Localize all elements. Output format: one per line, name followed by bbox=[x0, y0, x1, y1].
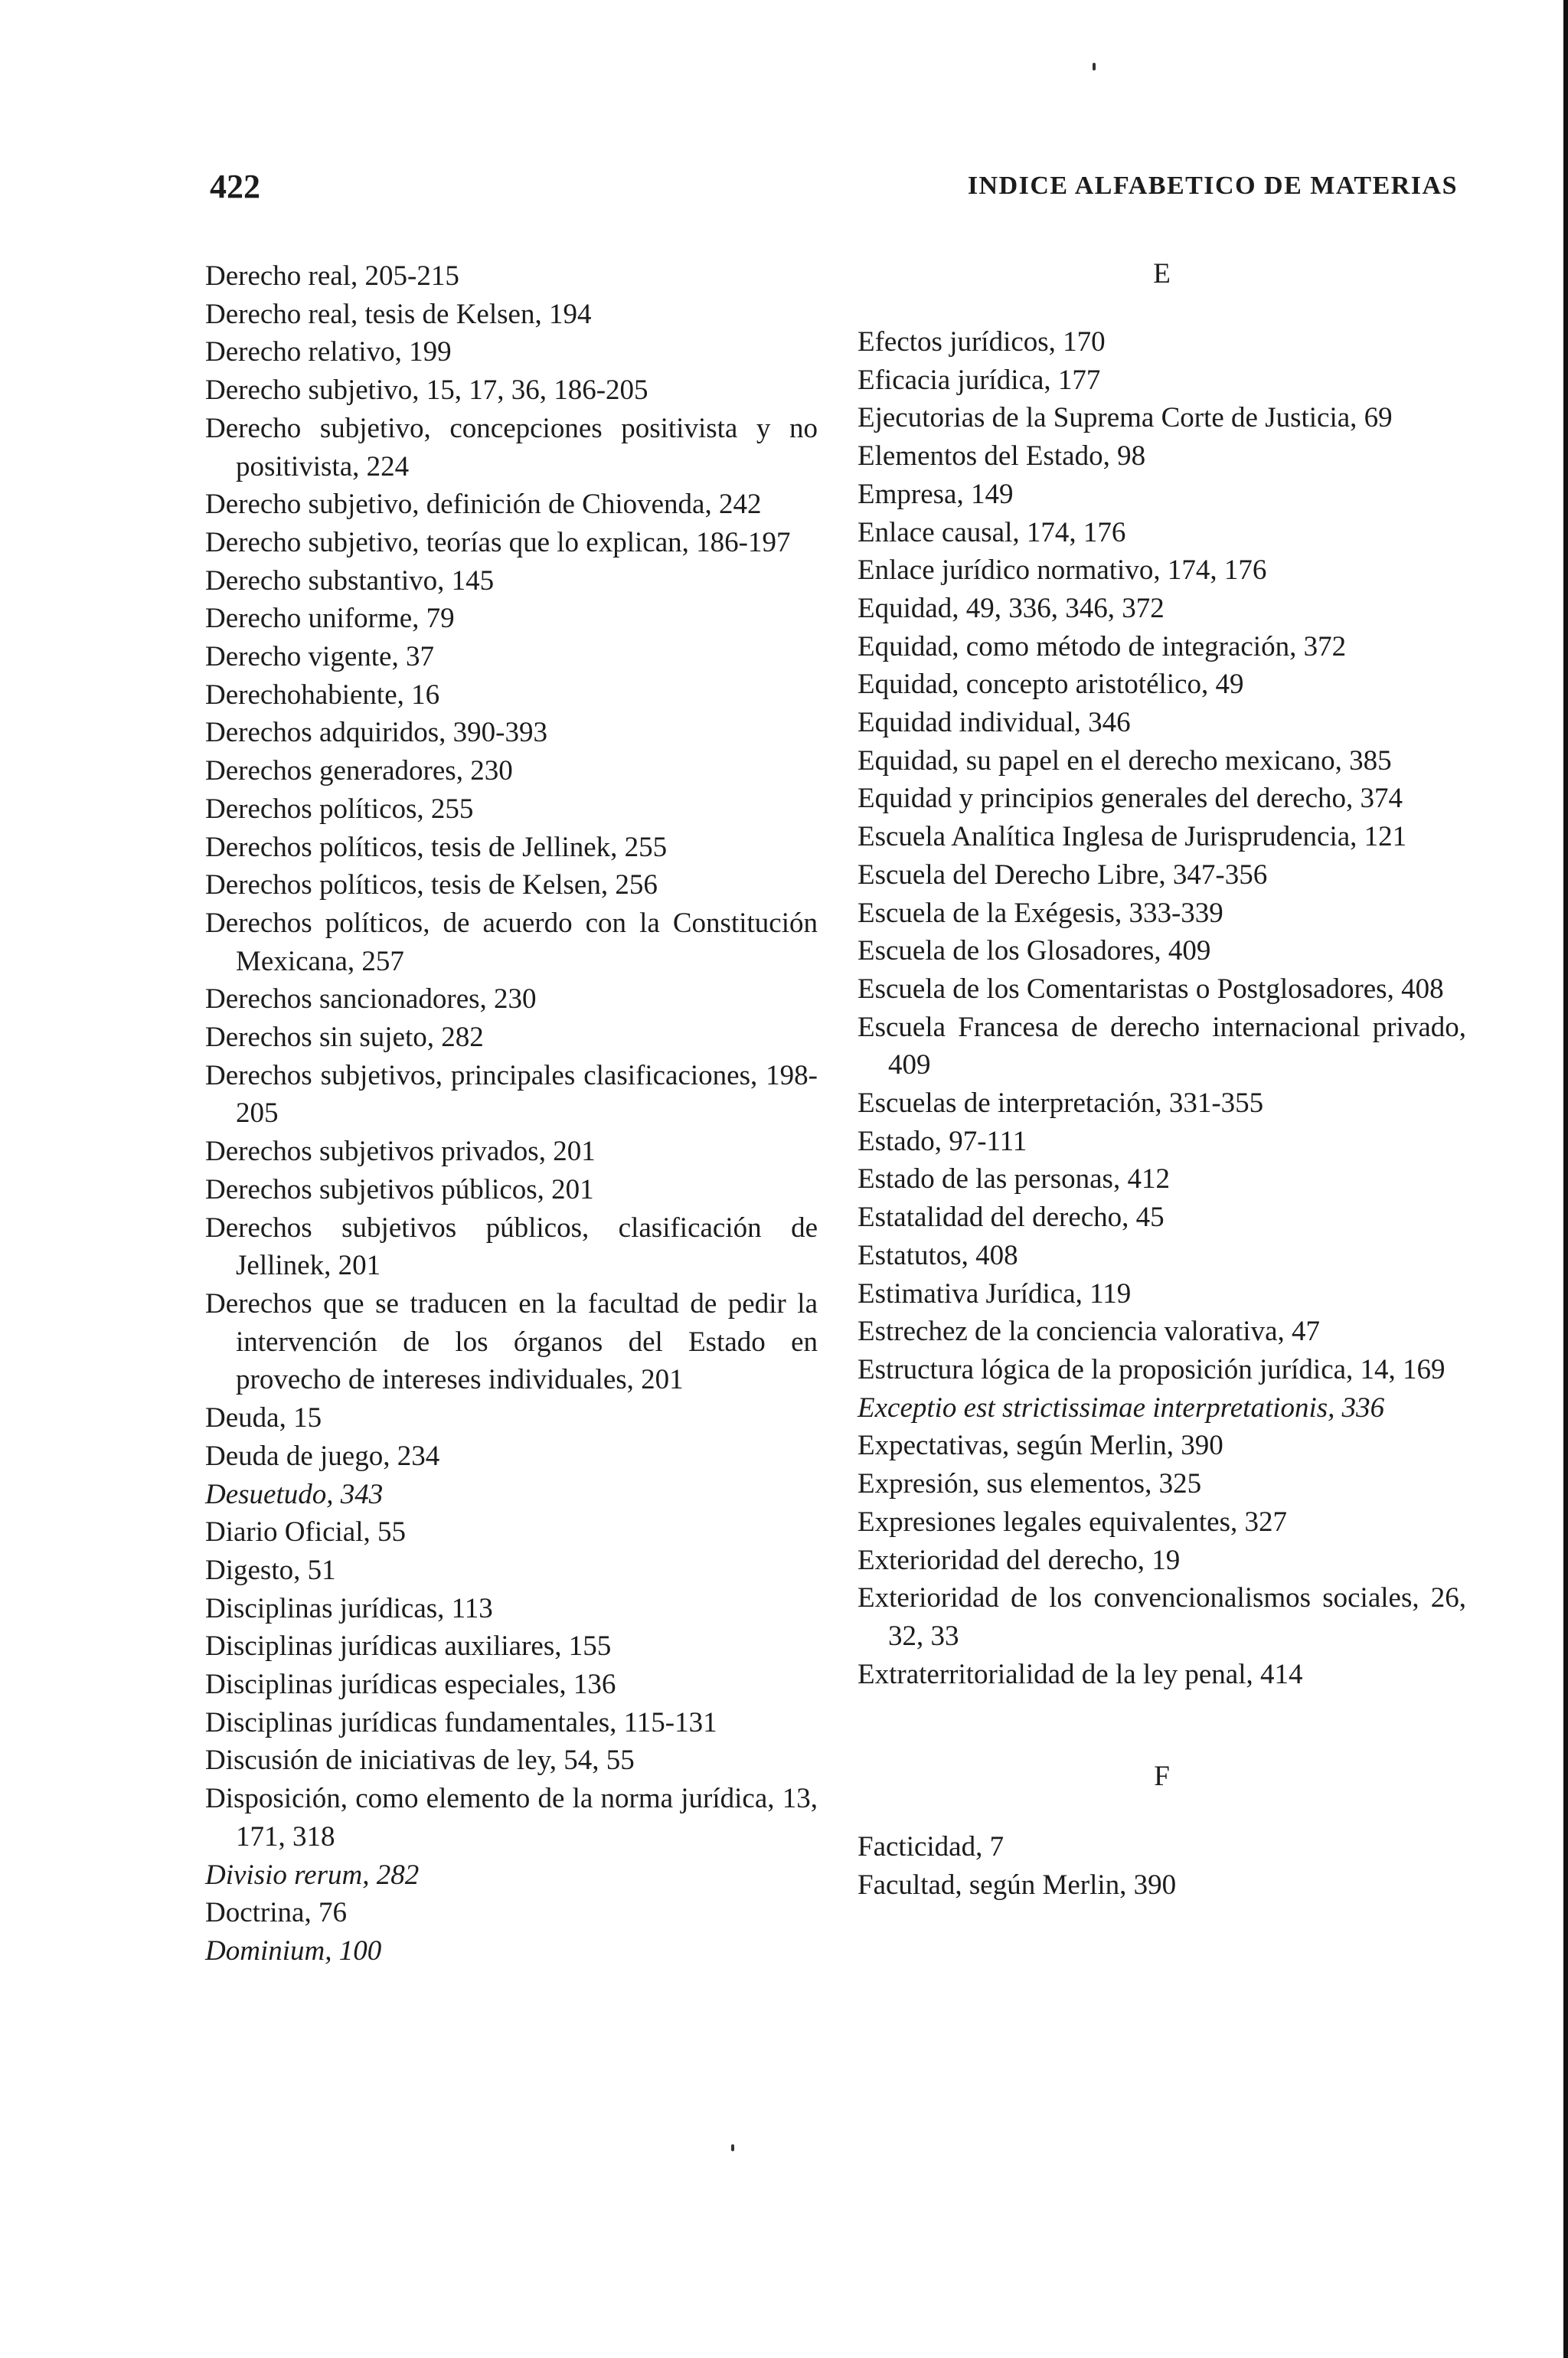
index-entry: Derechos subjetivos públicos, clasificación de Jellinek, 201 bbox=[205, 1212, 818, 1282]
index-entry: Divisio rerum, 282 bbox=[205, 1859, 420, 1891]
index-entry: Derecho subjetivo, definición de Chiovenda, 242 bbox=[205, 489, 762, 521]
index-entry: Derechos subjetivos, principales clasificaciones, 198-205 bbox=[205, 1059, 818, 1130]
index-entry: Diario Oficial, 55 bbox=[205, 1516, 406, 1549]
index-entry: Elementos del Estado, 98 bbox=[858, 440, 1146, 473]
scan-speck bbox=[1093, 63, 1096, 70]
index-entry: Derecho relativo, 199 bbox=[205, 336, 452, 368]
index-entry: Equidad, 49, 336, 346, 372 bbox=[858, 592, 1165, 624]
index-entry: Equidad, su papel en el derecho mexicano, 385 bbox=[858, 744, 1392, 777]
index-entry: Desuetudo, 343 bbox=[205, 1478, 384, 1510]
index-entry: Derechos que se traducen en la facultad de pedir la intervención de los órganos del Estado en provecho de intereses individuales, 201 bbox=[205, 1287, 818, 1396]
index-entry: Derecho subjetivo, 15, 17, 36, 186-205 bbox=[205, 374, 648, 407]
index-entry: Derecho uniforme, 79 bbox=[205, 603, 455, 635]
index-entry: Equidad, concepto aristotélico, 49 bbox=[858, 669, 1244, 701]
index-entry: Escuela del Derecho Libre, 347-356 bbox=[858, 858, 1268, 891]
index-entry: Disciplinas jurídicas, 113 bbox=[205, 1592, 493, 1624]
index-entry: Exterioridad de los convencionalismos sociales, 26, 32, 33 bbox=[858, 1582, 1466, 1652]
index-entry: Derechos políticos, tesis de Jellinek, 255 bbox=[205, 831, 668, 863]
index-entry: Facticidad, 7 bbox=[858, 1831, 1004, 1863]
index-entry: Disposición, como elemento de la norma jurídica, 13, 171, 318 bbox=[205, 1783, 818, 1853]
index-entry: Equidad individual, 346 bbox=[858, 707, 1131, 739]
index-entry: Expresión, sus elementos, 325 bbox=[858, 1468, 1202, 1500]
index-entry: Derecho real, 205-215 bbox=[205, 260, 459, 292]
index-entry: Estatutos, 408 bbox=[858, 1239, 1018, 1271]
index-entry: Empresa, 149 bbox=[858, 478, 1014, 510]
index-entry: Enlace jurídico normativo, 174, 176 bbox=[858, 554, 1267, 587]
index-entry: Derecho vigente, 37 bbox=[205, 641, 434, 673]
index-entry: Exceptio est strictissimae interpretationis, 336 bbox=[858, 1392, 1385, 1424]
index-entry: Derecho substantivo, 145 bbox=[205, 564, 495, 597]
index-entry: Estatalidad del derecho, 45 bbox=[858, 1202, 1165, 1234]
index-entry: Discusión de iniciativas de ley, 54, 55 bbox=[205, 1745, 635, 1777]
index-entry: Expectativas, según Merlin, 390 bbox=[858, 1430, 1223, 1462]
index-entry: Estimativa Jurídica, 119 bbox=[858, 1277, 1132, 1310]
index-entry: Escuela Francesa de derecho internacional privado, 409 bbox=[858, 1011, 1466, 1081]
page-number: 422 bbox=[210, 168, 260, 205]
index-entry: Expresiones legales equivalentes, 327 bbox=[858, 1506, 1287, 1538]
index-entry: Estructura lógica de la proposición jurídica, 14, 169 bbox=[858, 1353, 1446, 1385]
index-entry: Enlace causal, 174, 176 bbox=[858, 516, 1126, 548]
index-entry: Estrechez de la conciencia valorativa, 47 bbox=[858, 1316, 1321, 1348]
scan-speck bbox=[731, 2144, 734, 2151]
section-heading-e: E bbox=[1153, 258, 1171, 289]
index-entry: Doctrina, 76 bbox=[205, 1897, 347, 1929]
index-entry: Derechos generadores, 230 bbox=[205, 755, 513, 787]
index-entry: Disciplinas jurídicas fundamentales, 115-131 bbox=[205, 1706, 717, 1738]
index-entry: Estado de las personas, 412 bbox=[858, 1163, 1170, 1195]
index-entry: Derechos políticos, 255 bbox=[205, 793, 474, 825]
index-entry: Derechos adquiridos, 390-393 bbox=[205, 717, 547, 749]
index-entry: Ejecutorias de la Suprema Corte de Justicia, 69 bbox=[858, 402, 1393, 434]
index-entry: Dominium, 100 bbox=[205, 1934, 382, 1967]
index-entry: Digesto, 51 bbox=[205, 1554, 336, 1586]
index-entry: Equidad y principios generales del derecho, 374 bbox=[858, 783, 1403, 815]
index-entry: Derechos subjetivos privados, 201 bbox=[205, 1136, 596, 1168]
index-entry: Facultad, según Merlin, 390 bbox=[858, 1869, 1177, 1902]
index-entry: Deuda de juego, 234 bbox=[205, 1440, 440, 1472]
index-entry: Extraterritorialidad de la ley penal, 414 bbox=[858, 1658, 1303, 1690]
index-column-right bbox=[858, 257, 1466, 1905]
index-entry: Efectos jurídicos, 170 bbox=[858, 326, 1106, 358]
index-entry: Exterioridad del derecho, 19 bbox=[858, 1544, 1181, 1576]
index-entry: Disciplinas jurídicas auxiliares, 155 bbox=[205, 1630, 612, 1663]
index-entry: Deuda, 15 bbox=[205, 1402, 322, 1434]
index-entry: Estado, 97-111 bbox=[858, 1125, 1027, 1157]
index-entry: Derecho subjetivo, teorías que lo explican, 186-197 bbox=[205, 526, 791, 558]
index-entry: Equidad, como método de integración, 372 bbox=[858, 630, 1347, 662]
index-entry: Derechohabiente, 16 bbox=[205, 679, 440, 711]
index-entry: Derecho subjetivo, concepciones positivista y no positivista, 224 bbox=[205, 412, 818, 482]
scan-edge bbox=[1563, 0, 1568, 2358]
index-entry: Derechos sin sujeto, 282 bbox=[205, 1022, 484, 1054]
index-entry: Derechos subjetivos públicos, 201 bbox=[205, 1173, 594, 1205]
index-entry: Escuela Analítica Inglesa de Jurisprudencia, 121 bbox=[858, 821, 1407, 853]
index-entry: Escuela de los Glosadores, 409 bbox=[858, 935, 1211, 967]
index-entry: Disciplinas jurídicas especiales, 136 bbox=[205, 1669, 616, 1701]
index-entry: Derecho real, tesis de Kelsen, 194 bbox=[205, 298, 592, 330]
index-entry: Eficacia jurídica, 177 bbox=[858, 364, 1101, 396]
index-entry: Escuela de los Comentaristas o Postglosadores, 408 bbox=[858, 973, 1444, 1005]
index-entry: Derechos políticos, tesis de Kelsen, 256 bbox=[205, 869, 658, 901]
index-column-left bbox=[205, 257, 818, 1970]
index-entry: Escuela de la Exégesis, 333-339 bbox=[858, 897, 1223, 929]
running-title: INDICE ALFABETICO DE MATERIAS bbox=[967, 172, 1458, 200]
section-heading-f: F bbox=[1154, 1761, 1170, 1793]
index-entry: Derechos políticos, de acuerdo con la Constitución Mexicana, 257 bbox=[205, 907, 818, 977]
index-entry: Escuelas de interpretación, 331-355 bbox=[858, 1087, 1264, 1120]
index-entry: Derechos sancionadores, 230 bbox=[205, 983, 537, 1015]
